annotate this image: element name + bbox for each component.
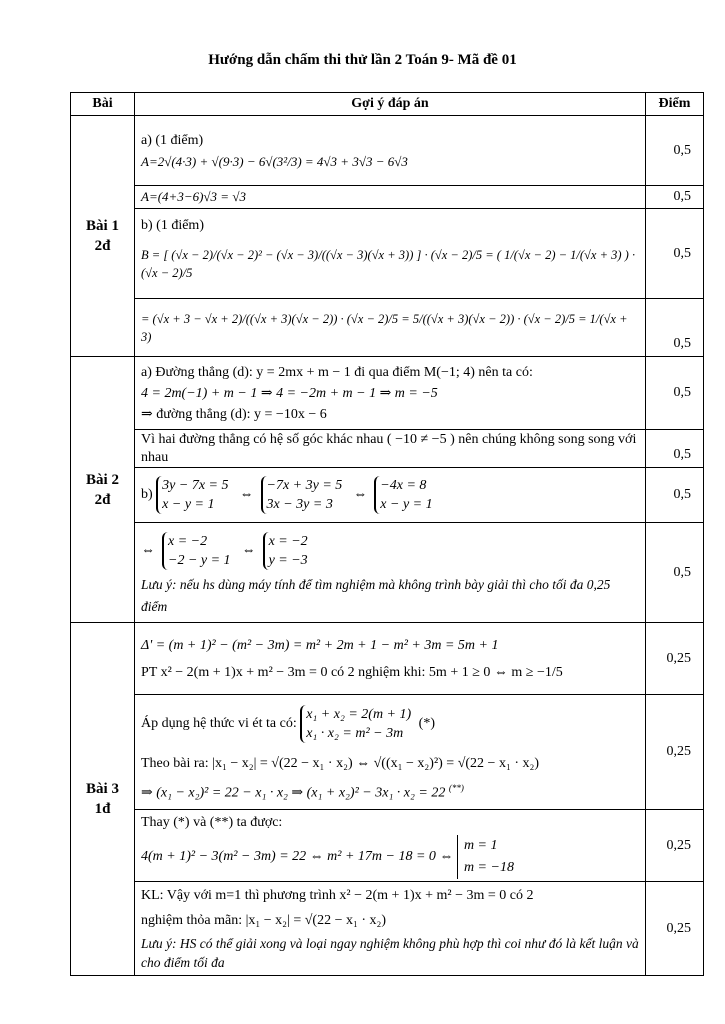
bai1-a-expr1: A=2√(4·3) + √(9·3) − 6√(3²/3) = 4√3 + 3√3 − 6√3	[141, 153, 408, 169]
header-diem: Điểm	[646, 93, 704, 116]
bai1-a: a) (1 điểm) A=2√(4·3) + √(9·3) − 6√(3²/3) = 4√3 + 3√3 − 6√3	[135, 116, 646, 186]
score: 0,25	[646, 810, 704, 882]
bai2-note: Lưu ý: nếu hs dùng máy tính để tìm nghiệm mà không trình bày giải thì cho tối đa 0,25 điểm	[141, 576, 611, 614]
score: 0,5	[646, 186, 704, 209]
bai1-label: Bài 1 2đ	[71, 116, 135, 357]
bai3-kl: KL: Vậy với m=1 thì phương trình x² − 2(m + 1)x + m² − 3m = 0 có 2 nghiệm thỏa mãn: |x₁ − x₂| = √(22 − x₁ · x₂) Lưu ý: HS có thể giải xong và loại ngay nghiệm không phù hợp thì coi như đó là kết luận và cho điểm tối đa	[135, 882, 646, 976]
table-row	[71, 695, 704, 810]
table-row	[71, 468, 704, 523]
table-row	[71, 623, 704, 695]
table-row	[71, 882, 704, 976]
score: 0,25	[646, 623, 704, 695]
bai3-label: Bài 3 1đ	[71, 623, 135, 976]
bai1-b: b) (1 điểm) B = [ (√x − 2)/(√x − 2)² − (√x − 3)/((√x − 3)(√x + 3)) ] · (√x − 2)/5 = ( 1/(√x − 2) − 1/(√x + 3) ) · (√x − 2)/5	[135, 209, 646, 299]
bai1-a-expr2: A=(4+3−6)√3 = √3	[135, 186, 646, 209]
bai3-note: Lưu ý: HS có thể giải xong và loại ngay nghiệm không phù hợp thì coi như đó là kết luận và cho điểm tối đa	[141, 936, 639, 970]
bai2-label: Bài 2 2đ	[71, 357, 135, 623]
score: 0,5	[646, 299, 704, 357]
score: 0,5	[646, 430, 704, 468]
bai1-b-expr1: B = [ (√x − 2)/(√x − 2)² − (√x − 3)/((√x − 3)(√x + 3)) ] · (√x − 2)/5 = ( 1/(√x − 2) − 1/(√x + 3) ) · (√x − 2)/5	[141, 248, 636, 280]
score: 0,5	[646, 523, 704, 623]
table-row	[71, 186, 704, 209]
bai2-b: b) 3y − 7x = 5 x − y = 1 ⇔ −7x + 3y = 5 3x − 3y = 3 ⇔ −4x = 8 x − y = 1	[135, 468, 646, 523]
bai2-parallel: Vì hai đường thẳng có hệ số góc khác nhau ( −10 ≠ −5 ) nên chúng không song song với nhau	[135, 430, 646, 468]
table-row	[71, 209, 704, 299]
score: 0,5	[646, 468, 704, 523]
bai2-c: ⇔ x = −2 −2 − y = 1 ⇔ x = −2 y = −3 Lưu ý: nếu hs dùng máy tính để tìm nghiệm mà không trình bày giải thì cho tối đa 0,25 điểm	[135, 523, 646, 623]
bai3-delta: Δ' = (m + 1)² − (m² − 3m) = m² + 2m + 1 − m² + 3m = 5m + 1 PT x² − 2(m + 1)x + m² − 3m = 0 có 2 nghiệm khi: 5m + 1 ≥ 0 ⇔ m ≥ −1/5	[135, 623, 646, 695]
bai3-thay: Thay (*) và (**) ta được: 4(m + 1)² − 3(m² − 3m) = 22 ⇔ m² + 17m − 18 = 0 ⇔ m = 1 m = −18	[135, 810, 646, 882]
bai1-b-expr2: = (√x + 3 − √x + 2)/((√x + 3)(√x − 2)) · (√x − 2)/5 = 5/((√x + 3)(√x − 2)) · (√x − 2)/5 = 1/(√x + 3)	[135, 299, 646, 357]
table-row	[71, 430, 704, 468]
answer-table	[70, 92, 704, 976]
page-title: Hướng dẫn chấm thi thử lần 2 Toán 9- Mã đề 01	[208, 52, 517, 68]
table-row	[71, 523, 704, 623]
score: 0,25	[646, 882, 704, 976]
score: 0,25	[646, 695, 704, 810]
score: 0,5	[646, 357, 704, 430]
table-row	[71, 357, 704, 430]
header-goiy: Gợi ý đáp án	[135, 93, 646, 116]
header-bai: Bài	[71, 93, 135, 116]
score: 0,5	[646, 209, 704, 299]
table-row	[71, 810, 704, 882]
bai2-a: a) Đường thẳng (d): y = 2mx + m − 1 đi qua điểm M(−1; 4) nên ta có: 4 = 2m(−1) + m − 1 ⇒ 4 = −2m + m − 1 ⇒ m = −5 ⇒ đường thẳng (d): y = −10x − 6	[135, 357, 646, 430]
table-header	[71, 93, 704, 116]
bai3-vi-et: Áp dụng hệ thức vi ét ta có: x₁ + x₂ = 2(m + 1) x₁ · x₂ = m² − 3m (*) Theo bài ra: |x₁ − x₂| = √(22 − x₁ · x₂) ⇔ √((x₁ − x₂)²) = √(22 − x₁ · x₂) ⇒ (x₁ − x₂)² = 22 − x₁ · x₂ ⇒ (x₁ + x₂)² − 3x₁ · x₂ = 22 (**)	[135, 695, 646, 810]
table-row	[71, 299, 704, 357]
table-row	[71, 116, 704, 186]
score: 0,5	[646, 116, 704, 186]
